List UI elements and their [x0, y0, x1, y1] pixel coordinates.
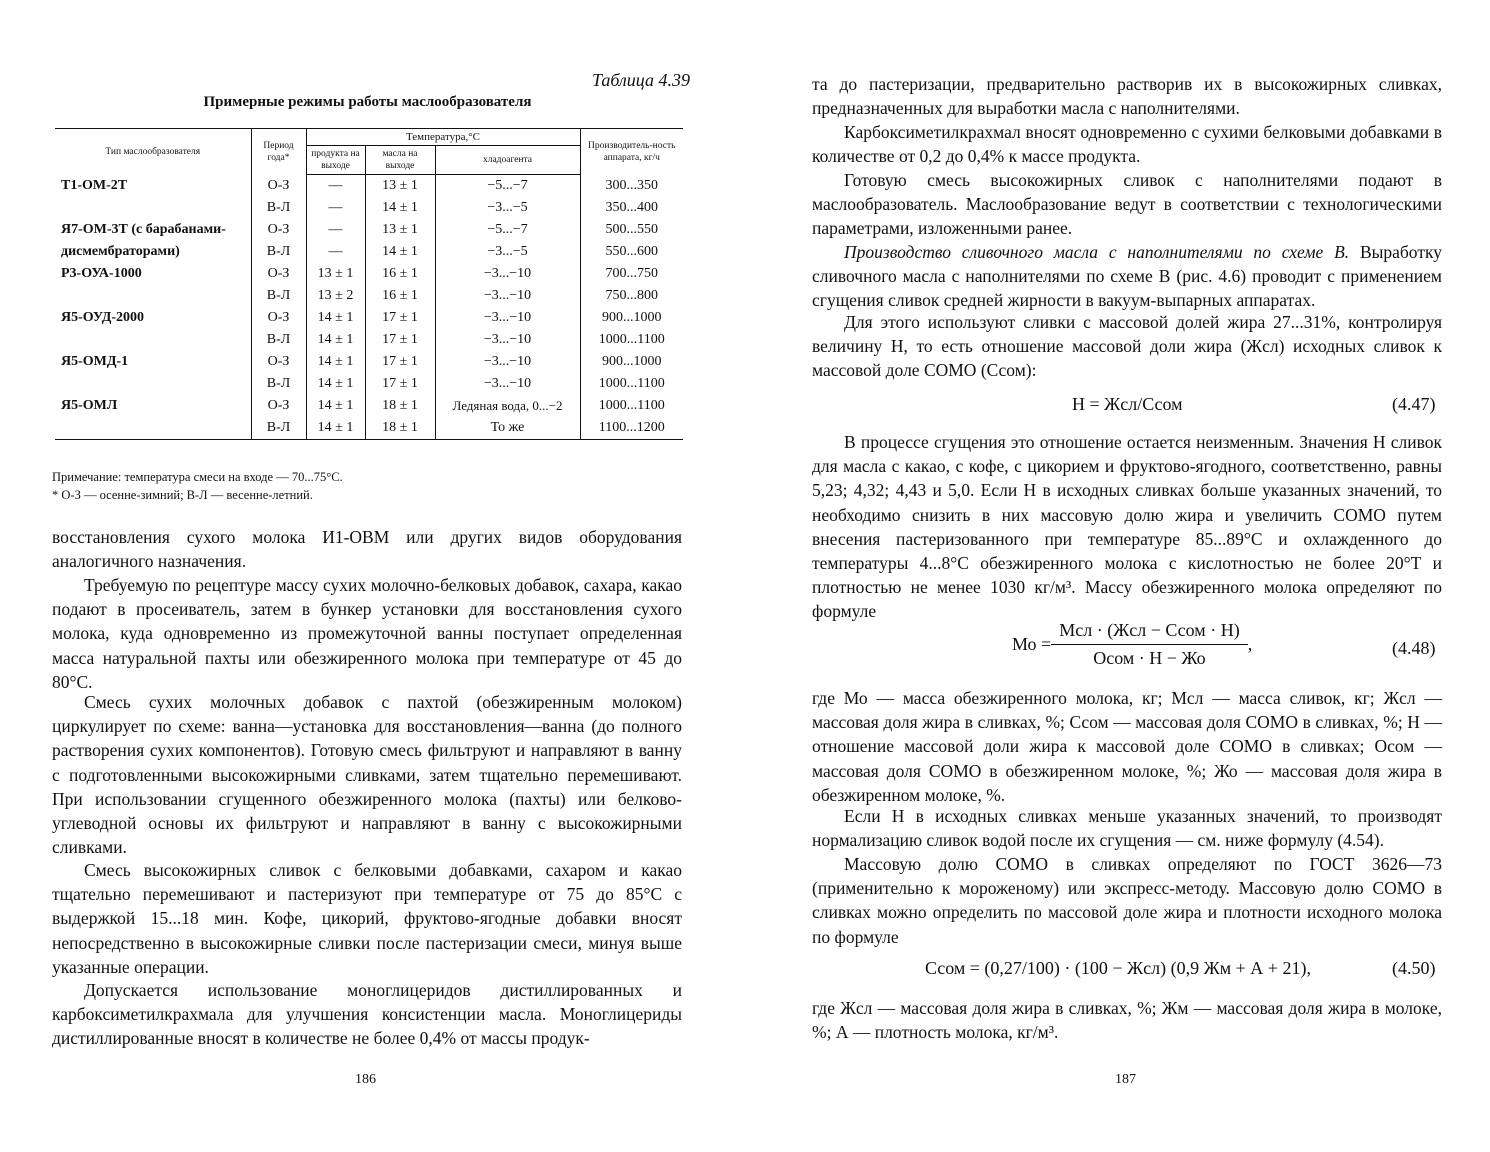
table-cell-type: Я5-ОМЛ — [61, 398, 118, 413]
paragraph: Готовую смесь высокожирных сливок с наполнителями подают в маслообразователь. Маслообразование ведут в соответствии с технологическими параметрами, изложенными ранее. — [812, 170, 1442, 239]
table-cell-coolant: −3...−5 — [435, 197, 580, 219]
table-cell-coolant: −3...−10 — [435, 285, 580, 307]
table-cell-capacity: 1100...1200 — [580, 417, 683, 440]
table-row — [55, 373, 683, 395]
table-cell-period: О-З — [251, 219, 306, 241]
table-cell-product: — — [306, 241, 365, 263]
table-row — [55, 329, 683, 351]
table-cell-period: В-Л — [251, 197, 306, 219]
paragraph: В процессе сгущения это отношение остается неизменным. Значения Н сливок для масла с какао, с кофе, с цикорием и фруктово-ягодного, соответственно, равны 5,23; 4,32; 4,43 и 5,0. Если Н в исходных сливках больше указанных значений, то необходимо снизить в них массовую долю жира и увеличить СОМО путем внесения пастеризованного при температуре 85...89°С и охлажденного до температуры 4...8°С обезжиренного молока с кислотностью не более 20°Т и плотностью не менее 1030 кг/м³. Массу обезжиренного молока определяют по формуле — [812, 432, 1442, 622]
table-cell-period: О-З — [251, 175, 306, 198]
table-cell-type: Я5-ОУД-2000 — [61, 310, 145, 325]
table-cell-period: О-З — [251, 307, 306, 329]
table-caption: Таблица 4.39 — [591, 70, 690, 90]
table-cell-coolant: −3...−10 — [435, 373, 580, 395]
table-cell-butter: 17 ± 1 — [365, 351, 435, 373]
table-cell-butter: 18 ± 1 — [365, 417, 435, 440]
table-cell-type: Я7-ОМ-3Т (с барабанами- — [61, 222, 226, 237]
table-row — [55, 263, 683, 285]
table-title: Примерные режимы работы маслообразователя — [203, 94, 532, 110]
table-cell-capacity: 700...750 — [580, 263, 683, 285]
header-capacity: Производитель-ность аппарата, кг/ч — [580, 129, 683, 175]
paragraph: Требуемую по рецептуре массу сухих молочно-белковых добавок, сахара, какао подают в просеиватель, затем в бункер установки для восстановления сухого молока, куда одновременно из промежуточной ванны поступает определенная масса натуральной пахты или обезжиренного молока при температуре от 45 до 80°С. — [52, 575, 682, 692]
table-cell-butter: 14 ± 1 — [365, 197, 435, 219]
paragraph: Массовую долю СОМО в сливках определяют по ГОСТ 3626—73 (применительно к мороженому) или экспресс-методу. Массовую долю СОМО в сливках можно определить по массовой доле жира и плотности исходного молока по формуле — [812, 854, 1442, 947]
table-cell-coolant: −3...−5 — [435, 241, 580, 263]
table-cell-butter: 17 ± 1 — [365, 373, 435, 395]
table-footnote: * О-З — осенне-зимний; В-Л — весенне-летний. — [52, 488, 313, 502]
table-cell-period: В-Л — [251, 417, 306, 440]
table-cell-type — [55, 373, 251, 395]
table-cell-period: В-Л — [251, 241, 306, 263]
table-row — [55, 351, 683, 373]
section-heading: Производство сливочного масла с наполнителями по схеме В. — [844, 242, 1350, 262]
table-cell-coolant: −5...−7 — [435, 175, 580, 198]
table-cell-period: О-З — [251, 351, 306, 373]
table-row — [55, 395, 683, 417]
header-butter: масла на выходе — [365, 146, 435, 175]
paragraph: Смесь высокожирных сливок с белковыми добавками, сахаром и какао тщательно перемешивают и пастеризуют при температуре от 75 до 85°С с выдержкой 15...18 мин. Кофе, цикорий, фруктово-ягодные добавки вносят непосредственно в высокожирные сливки после пастеризации смеси, минуя выше указанные операции. — [52, 860, 682, 977]
table-cell-period: В-Л — [251, 373, 306, 395]
formula-number: (4.47) — [1392, 394, 1436, 414]
table-cell-period: В-Л — [251, 285, 306, 307]
paragraph: Если Н в исходных сливках меньше указанных значений, то производят нормализацию сливок водой после их сгущения — см. ниже формулу (4.54). — [812, 806, 1442, 851]
table-cell-capacity: 900...1000 — [580, 351, 683, 373]
regimes-table — [55, 128, 683, 440]
table-cell-butter: 14 ± 1 — [365, 241, 435, 263]
paragraph: где Мо — масса обезжиренного молока, кг; Мсл — масса сливок, кг; Жсл — массовая доля жира в сливках, %; Ссом — массовая доля СОМО в сливках, %; Н — отношение массовой доли жира к массовой доле СОМО в сливках; Осом — массовая доля СОМО в обезжиренном молоке, %; Жо — массовая доля жира в обезжиренном молоке, %. — [812, 688, 1442, 805]
table-cell-type: Я5-ОМД-1 — [61, 354, 129, 369]
table-cell-product: — — [306, 175, 365, 198]
table-row — [55, 197, 683, 219]
formula-4-47: Н = Жсл/Ссом — [1072, 394, 1183, 414]
header-product: продукта на выходе — [306, 146, 365, 175]
table-row — [55, 219, 683, 241]
header-temperature: Температура,°С — [306, 129, 580, 146]
table-cell-butter: 16 ± 1 — [365, 285, 435, 307]
table-cell-capacity: 1000...1100 — [580, 373, 683, 395]
table-cell-product: 14 ± 1 — [306, 351, 365, 373]
table-cell-coolant: Ледяная вода, 0...−2 — [435, 395, 580, 417]
paragraph: та до пастеризации, предварительно растворив их в высокожирных сливках, предназначенных для выработки масла с наполнителями. — [812, 74, 1442, 119]
table-cell-product: 14 ± 1 — [306, 329, 365, 351]
table-cell-butter: 18 ± 1 — [365, 395, 435, 417]
header-coolant: хладоагента — [435, 146, 580, 175]
page-number: 186 — [355, 1072, 376, 1087]
table-cell-product: 14 ± 1 — [306, 417, 365, 440]
table-cell-product: 14 ± 1 — [306, 373, 365, 395]
table-cell-coolant: −3...−10 — [435, 263, 580, 285]
table-cell-butter: 13 ± 1 — [365, 175, 435, 198]
table-cell-capacity: 900...1000 — [580, 307, 683, 329]
paragraph: Производство сливочного масла с наполнителями по схеме В. Выработку сливочного масла с наполнителями по схеме В (рис. 4.6) проводит с применением сгущения сливок средней жирности в вакуум-выпарных аппаратах. — [812, 242, 1442, 311]
table-cell-capacity: 1000...1100 — [580, 395, 683, 417]
table-cell-coolant: −3...−10 — [435, 329, 580, 351]
table-cell-type — [55, 329, 251, 351]
table-cell-capacity: 1000...1100 — [580, 329, 683, 351]
table-cell-capacity: 300...350 — [580, 175, 683, 198]
table-cell-type — [55, 285, 251, 307]
table-row — [55, 175, 683, 198]
table-row — [55, 241, 683, 263]
table-cell-butter: 13 ± 1 — [365, 219, 435, 241]
table-cell-type — [55, 197, 251, 219]
table-cell-product: 14 ± 1 — [306, 395, 365, 417]
formula-number: (4.48) — [1392, 638, 1436, 658]
paragraph: Карбоксиметилкрахмал вносят одновременно с сухими белковыми добавками в количестве от 0,2 до 0,4% к массе продукта. — [812, 122, 1442, 167]
table-cell-butter: 16 ± 1 — [365, 263, 435, 285]
table-body — [55, 175, 683, 440]
table-row — [55, 417, 683, 440]
table-cell-capacity: 350...400 — [580, 197, 683, 219]
fraction: $\frac{\text{Мсл · (Жсл − Ссом · Н)}}{\text{Осом · Н − Жо}}$ — [1051, 620, 1247, 669]
table-row — [55, 285, 683, 307]
table-cell-product: 14 ± 1 — [306, 307, 365, 329]
table-note: Примечание: температура смеси на входе — 70...75°С. — [52, 470, 343, 484]
header-type: Тип маслообразователя — [55, 129, 251, 175]
table-cell-type — [55, 417, 251, 440]
paragraph: Для этого используют сливки с массовой долей жира 27...31%, контролируя величину Н, то есть отношение массовой доли жира (Жсл) исходных сливок к массовой доле СОМО (Ссом): — [812, 312, 1442, 381]
table-cell-product: 13 ± 2 — [306, 285, 365, 307]
table-cell-butter: 17 ± 1 — [365, 307, 435, 329]
table-cell-capacity: 550...600 — [580, 241, 683, 263]
formula-number: (4.50) — [1392, 958, 1436, 978]
paragraph: восстановления сухого молока И1-ОВМ или других видов оборудования аналогичного назначения. — [52, 527, 682, 572]
table-cell-capacity: 750...800 — [580, 285, 683, 307]
table-cell-coolant: −3...−10 — [435, 307, 580, 329]
paragraph: где Жсл — массовая доля жира в сливках, %; Жм — массовая доля жира в молоке, %; А — плотность молока, кг/м³. — [812, 998, 1442, 1043]
formula-4-48: Мо = $\frac{\text{Мсл · (Жсл − Ссом · Н)}}{\text{Осом · Н − Жо}}$ , — [1012, 620, 1253, 668]
header-period: Период года* — [251, 129, 306, 175]
paragraph: Смесь сухих молочных добавок с пахтой (обезжиренным молоком) циркулирует по схеме: ванна—установка для восстановления—ванна (до полного растворения сухих компонентов). Готовую смесь фильтруют и направляют в ванну с подготовленными высокожирными сливками, затем тщательно перемешивают. При использовании сгущенного обезжиренного молока (пахты) или белково-углеводной основы их фильтруют и направляют в ванну с высокожирными сливками. — [52, 692, 682, 858]
table-cell-period: О-З — [251, 395, 306, 417]
table-cell-coolant: −3...−10 — [435, 351, 580, 373]
table-cell-capacity: 500...550 — [580, 219, 683, 241]
table-cell-coolant: То же — [435, 417, 580, 440]
table-cell-period: В-Л — [251, 329, 306, 351]
table-cell-product: — — [306, 219, 365, 241]
table-cell-type: Т1-ОМ-2Т — [61, 177, 128, 193]
table-cell-butter: 17 ± 1 — [365, 329, 435, 351]
table-cell-coolant: −5...−7 — [435, 219, 580, 241]
table-cell-product: — — [306, 197, 365, 219]
table-cell-type: Р3-ОУА-1000 — [61, 266, 142, 281]
table-cell-period: О-З — [251, 263, 306, 285]
page-number: 187 — [1115, 1072, 1136, 1087]
table-cell-product: 13 ± 1 — [306, 263, 365, 285]
table-row — [55, 307, 683, 329]
paragraph: Допускается использование моноглицеридов дистиллированных и карбоксиметилкрахмала для улучшения консистенции масла. Моноглицериды дистиллированные вносят в количестве не более 0,4% от массы продук- — [52, 980, 682, 1049]
formula-4-50: Ссом = (0,27/100) · (100 − Жсл) (0,9 Жм + А + 21), — [925, 958, 1311, 978]
table-cell-type: дисмембраторами) — [61, 244, 180, 259]
